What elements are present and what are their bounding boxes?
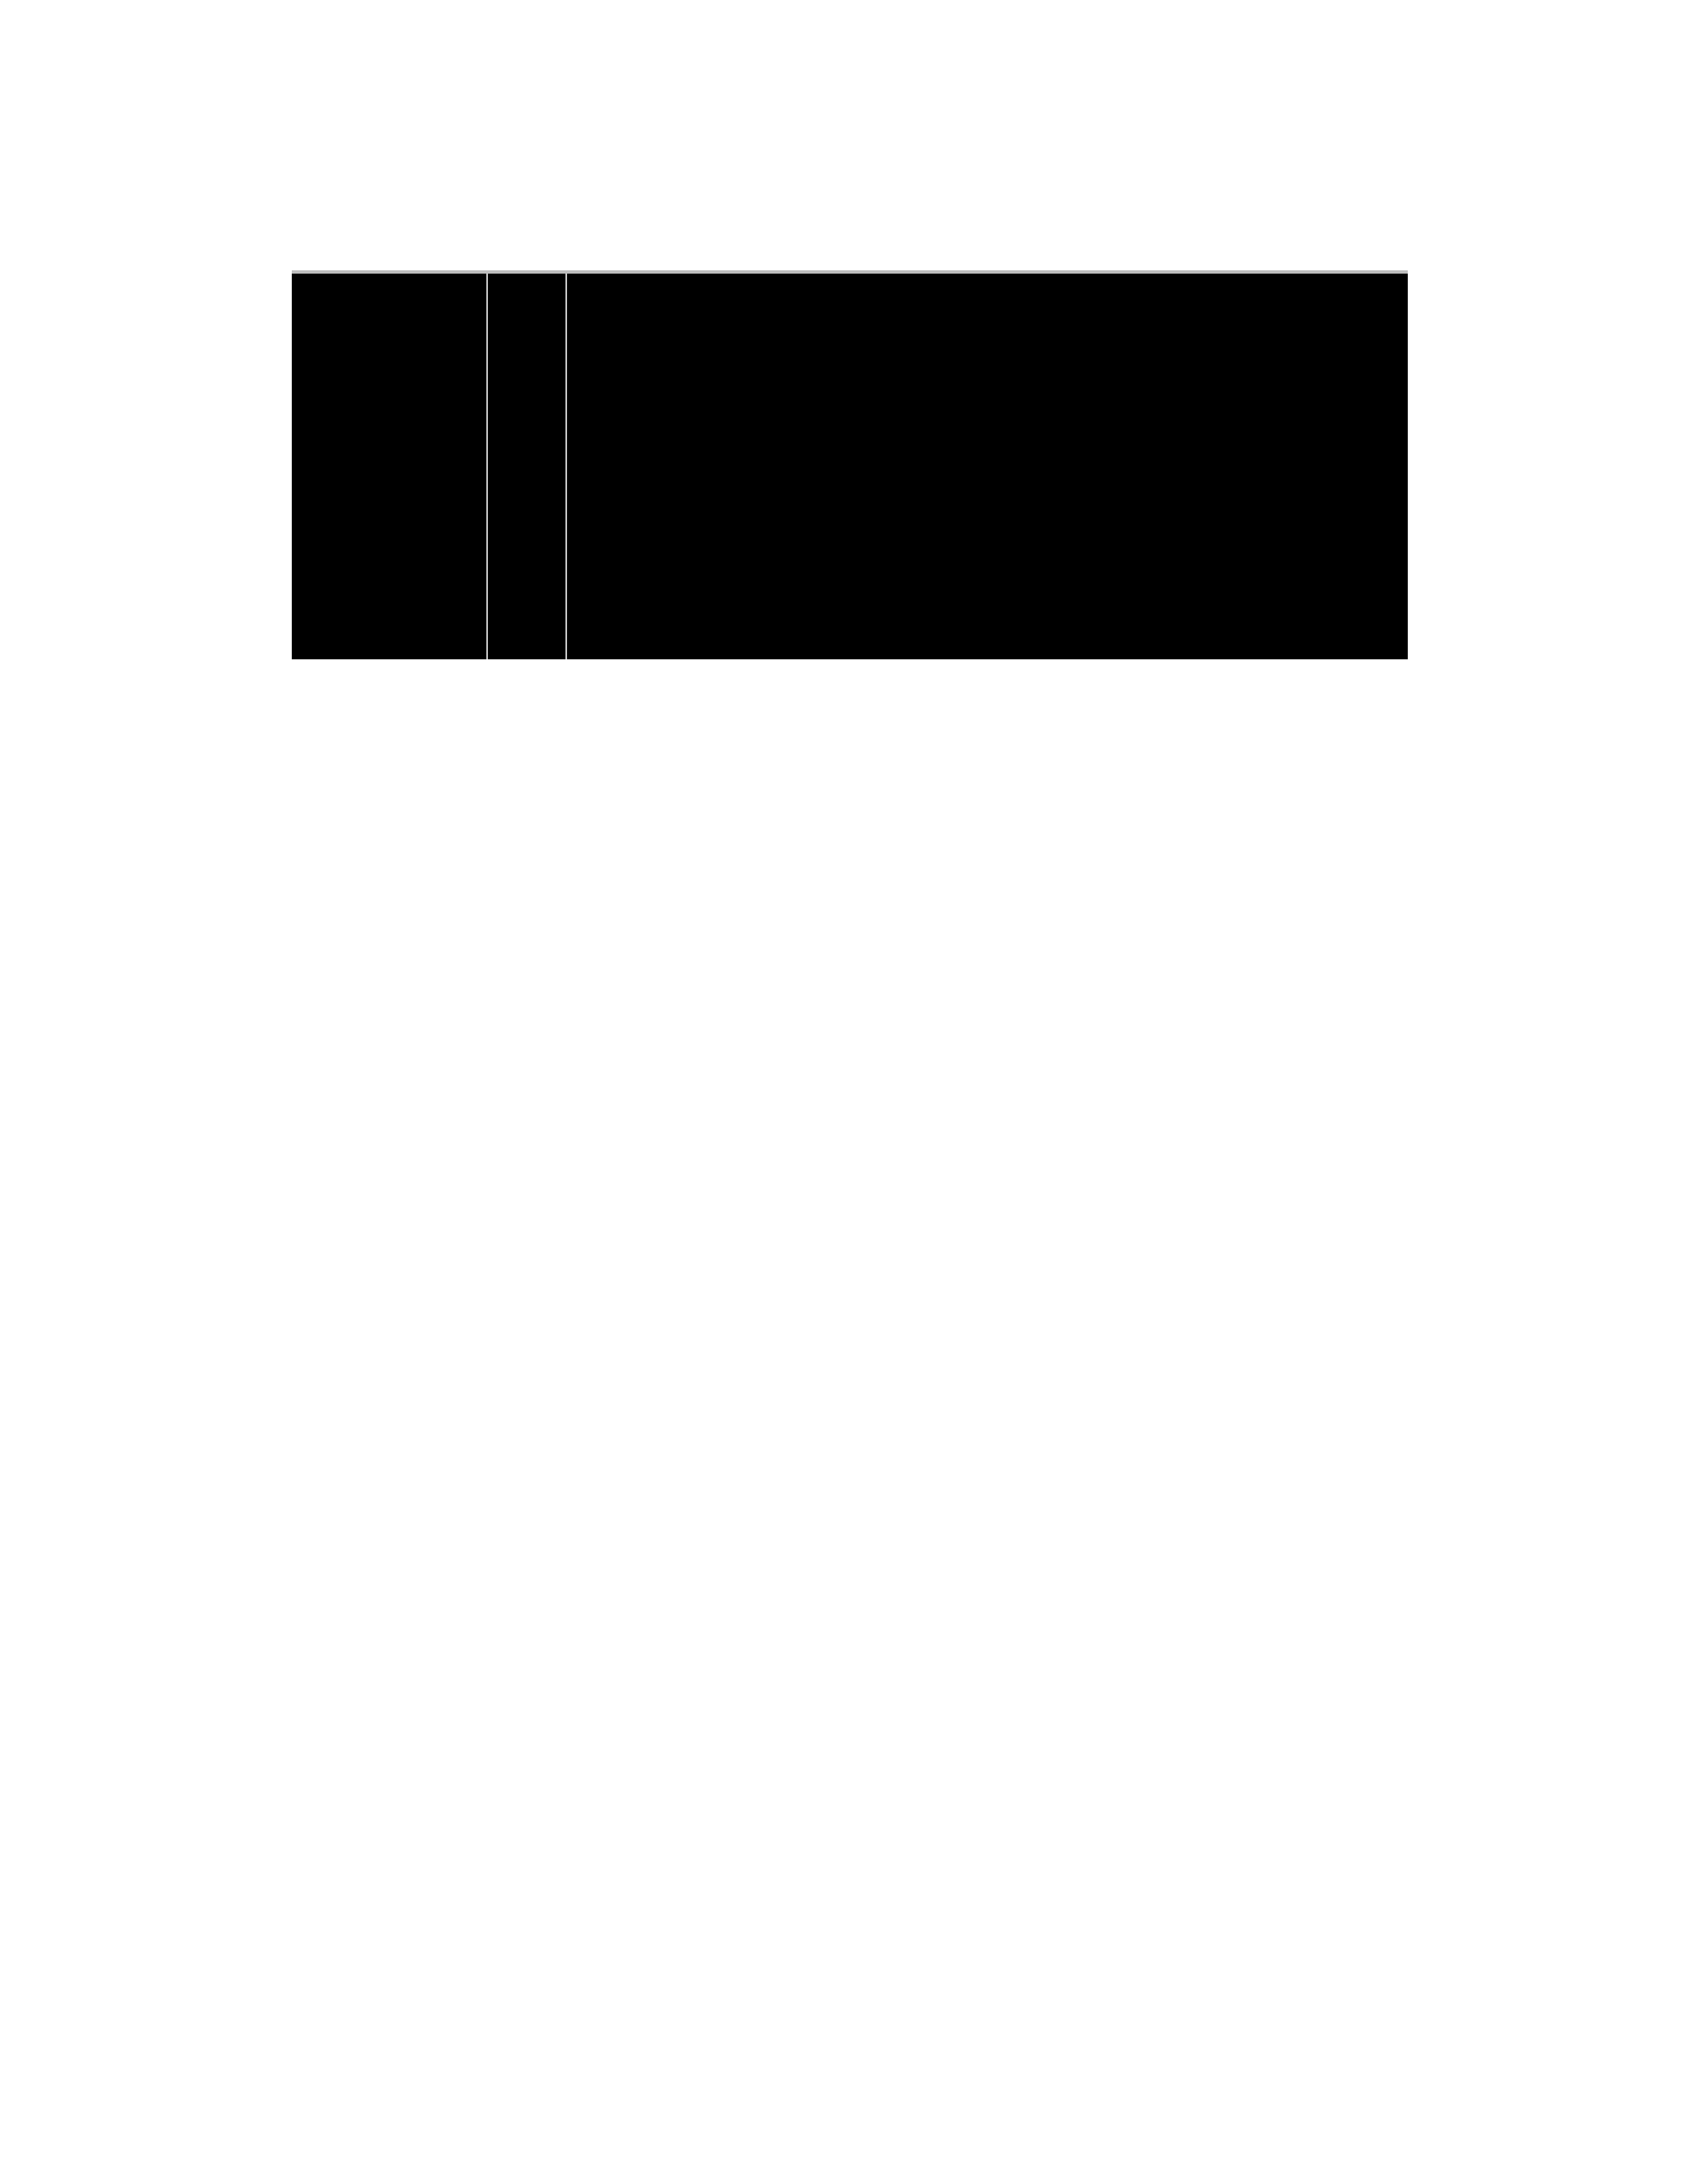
table-title <box>0 796 1688 824</box>
simulation-waveform-figure <box>292 270 1408 659</box>
waveform-traces <box>292 274 1408 659</box>
